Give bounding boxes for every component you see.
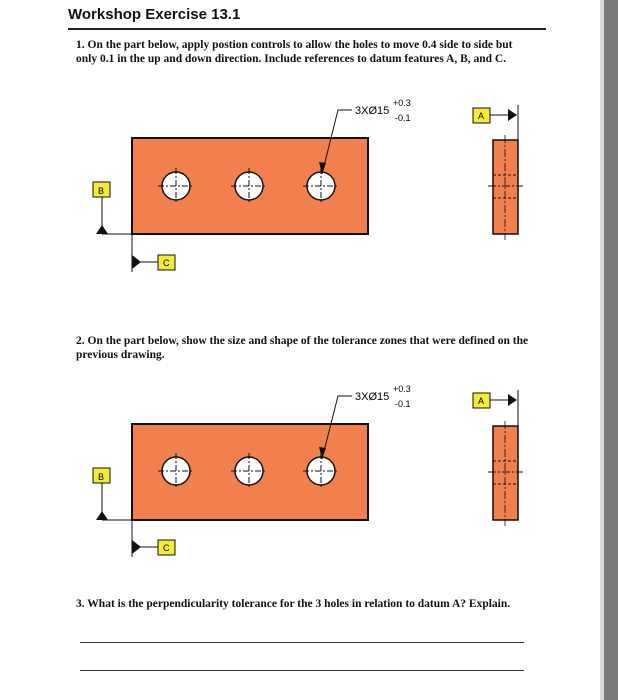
hole-callout-1-size: 15 xyxy=(377,105,390,117)
drawing-2 xyxy=(93,384,523,557)
question-2-line-1: 2. On the part below, show the size and shape of the tolerance zones that were defined on the xyxy=(76,335,529,347)
hole-callout-2-prefix: 3X xyxy=(355,391,369,403)
hole-callout-1-tol-minus: -0.1 xyxy=(395,113,411,123)
hole-callout-1-prefix: 3X xyxy=(355,105,369,117)
hole-callout-1-tol-plus: +0.3 xyxy=(393,98,411,108)
question-3-line-1: 3. What is the perpendicularity tolerance for the 3 holes in relation to datum A? Explain. xyxy=(76,598,511,610)
datum-a-label-1: A xyxy=(478,111,485,121)
hole-callout-2 xyxy=(355,391,389,403)
side-view-1 xyxy=(493,140,518,234)
datum-b-label-2: B xyxy=(98,472,105,482)
page-title: Workshop Exercise 13.1 xyxy=(68,6,241,23)
hole-callout-2-size: 15 xyxy=(377,391,390,403)
side-view-2 xyxy=(493,426,518,520)
hole-callout-2-diameter: Ø xyxy=(368,391,378,403)
datum-b-label-1: B xyxy=(98,186,105,196)
drawing-1 xyxy=(93,98,523,272)
question-1-line-1: 1. On the part below, apply postion controls to allow the holes to move 0.4 side to side but xyxy=(76,39,513,51)
hole-callout-1 xyxy=(355,105,389,117)
datum-c-label-1: C xyxy=(163,258,170,268)
question-2-line-2: previous drawing. xyxy=(76,349,165,361)
datum-c-label-2: C xyxy=(163,543,170,553)
datum-a-label-2: A xyxy=(478,396,485,406)
question-1-line-2: only 0.1 in the up and down direction. Include references to datum features A, B, and C. xyxy=(76,53,507,65)
hole-callout-2-tol-minus: -0.1 xyxy=(395,399,411,409)
hole-callout-2-tol-plus: +0.3 xyxy=(393,384,411,394)
hole-callout-1-diameter: Ø xyxy=(368,105,378,117)
